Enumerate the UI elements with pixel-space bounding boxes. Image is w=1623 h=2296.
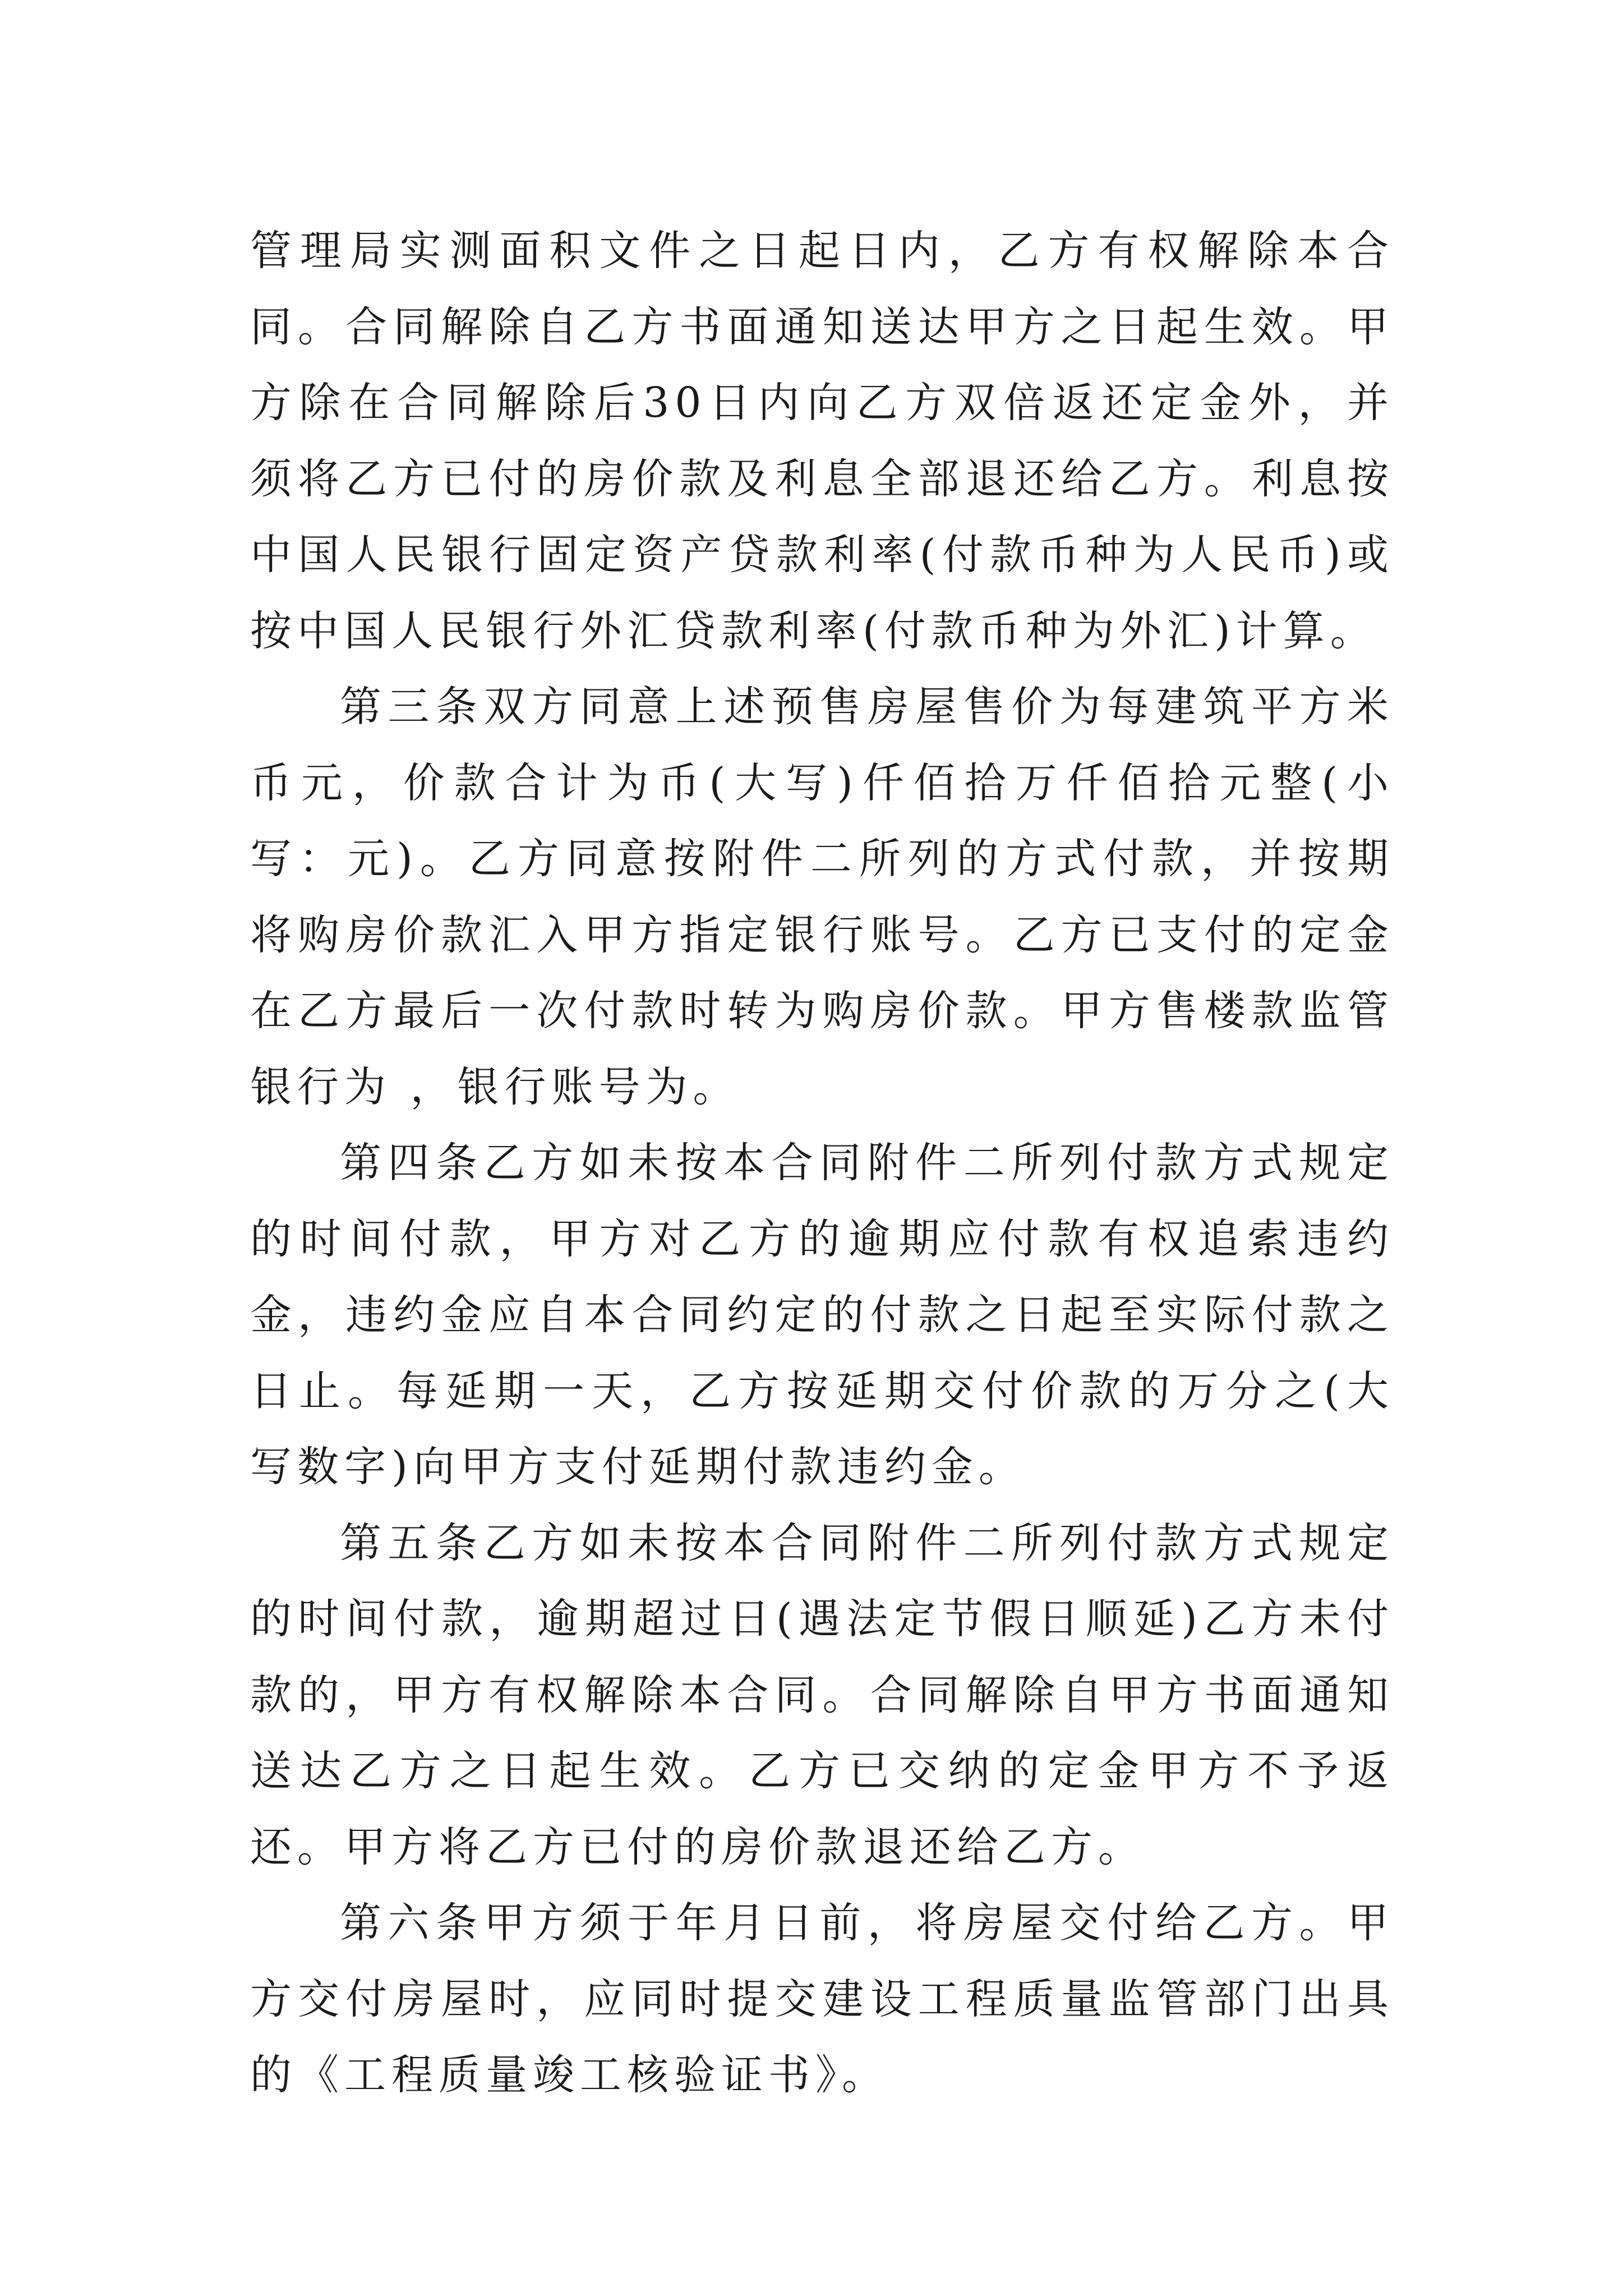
paragraph-article-5-rescission: 第五条乙方如未按本合同附件二所列付款方式规定的时间付款，逾期超过日(遇法定节假日顺延)乙方未付款的，甲方有权解除本合同。合同解除自甲方书面通知送达乙方之日起生效。乙方已交纳的定金甲方不予返还。甲方将乙方已付的房价款退还给乙方。 bbox=[250, 1519, 1394, 1871]
contract-body bbox=[250, 213, 1394, 2114]
paragraph-article-4-late-payment: 第四条乙方如未按本合同附件二所列付款方式规定的时间付款，甲方对乙方的逾期应付款有权追索违约金，违约金应自本合同约定的付款之日起至实际付款之日止。每延期一天，乙方按延期交付价款的万分之(大写数字)向甲方支付延期付款违约金。 bbox=[250, 1139, 1394, 1491]
paragraph-article-6-delivery: 第六条甲方须于年月日前，将房屋交付给乙方。甲方交付房屋时，应同时提交建设工程质量监管部门出具的《工程质量竣工核验证书》。 bbox=[250, 1899, 1394, 2099]
paragraph-termination-continued: 管理局实测面积文件之日起日内，乙方有权解除本合同。合同解除自乙方书面通知送达甲方之日起生效。甲方除在合同解除后30日内向乙方双倍返还定金外，并须将乙方已付的房价款及利息全部退还给乙方。利息按中国人民银行固定资产贷款利率(付款币种为人民币)或按中国人民银行外汇贷款利率(付款币种为外汇)计算。 bbox=[250, 227, 1394, 655]
paragraph-article-3-price: 第三条双方同意上述预售房屋售价为每建筑平方米币元，价款合计为币(大写)仟佰拾万仟佰拾元整(小写：元)。乙方同意按附件二所列的方式付款，并按期将购房价款汇入甲方指定银行账号。乙方已支付的定金在乙方最后一次付款时转为购房价款。甲方售楼款监管银行为 ，银行账号为。 bbox=[250, 683, 1394, 1111]
